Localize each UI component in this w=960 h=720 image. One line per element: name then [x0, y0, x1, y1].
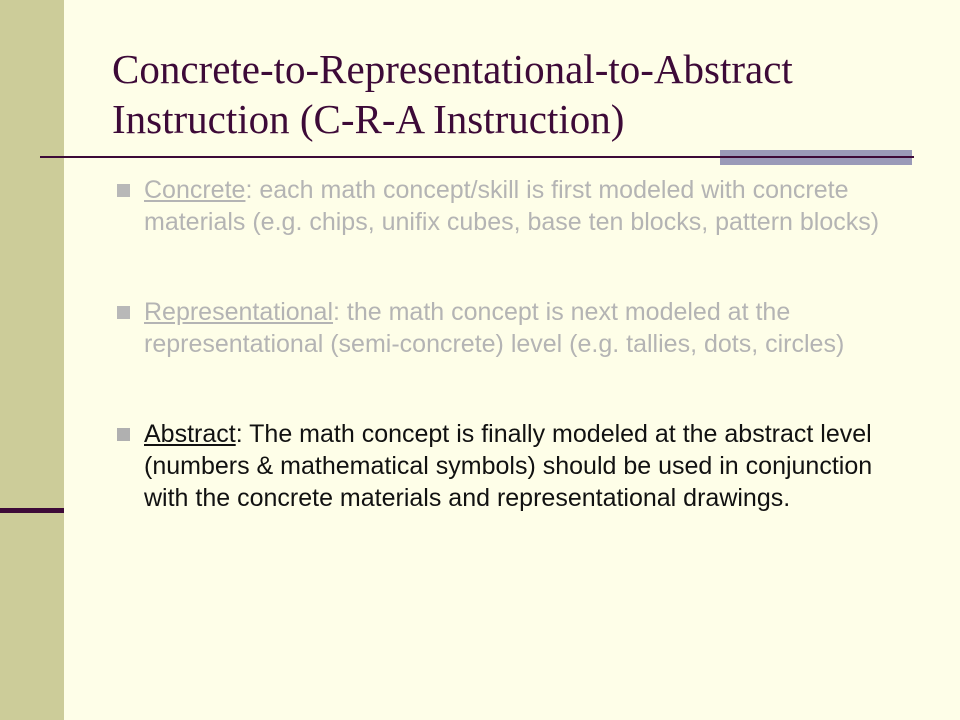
- slide-title: [112, 44, 932, 144]
- bullet-text: : each math concept/skill is first modeled with concrete materials (e.g. chips, unifix cubes, base ten blocks, pattern blocks): [144, 176, 880, 236]
- bullet-text: : The math concept is finally modeled at the abstract level (numbers & mathematical symbols) should be used in conjunction with the concrete materials and representational drawings.: [144, 420, 873, 512]
- bullet-term: Concrete: [144, 176, 246, 204]
- title-line-2: Instruction (C-R-A Instruction): [112, 96, 625, 142]
- title-line-1: Concrete-to-Representational-to-Abstract: [112, 46, 793, 92]
- bullet-term: Representational: [144, 298, 334, 326]
- square-bullet-icon: [117, 428, 130, 441]
- side-decoration-bar: [0, 0, 64, 720]
- bullet-representational: [110, 296, 910, 360]
- bullet-term: Abstract: [144, 420, 236, 448]
- title-accent-bar-top: [720, 150, 912, 156]
- title-accent-bar-bottom: [720, 158, 912, 165]
- bullet-abstract: [110, 418, 910, 514]
- bullet-text: : the math concept is next modeled at the representational (semi-concrete) level (e.g. tallies, dots, circles): [144, 298, 845, 358]
- square-bullet-icon: [117, 184, 130, 197]
- bullet-concrete: [110, 174, 910, 238]
- square-bullet-icon: [117, 306, 130, 319]
- bullet-list: [110, 174, 910, 572]
- side-bar-accent-line: [0, 508, 64, 513]
